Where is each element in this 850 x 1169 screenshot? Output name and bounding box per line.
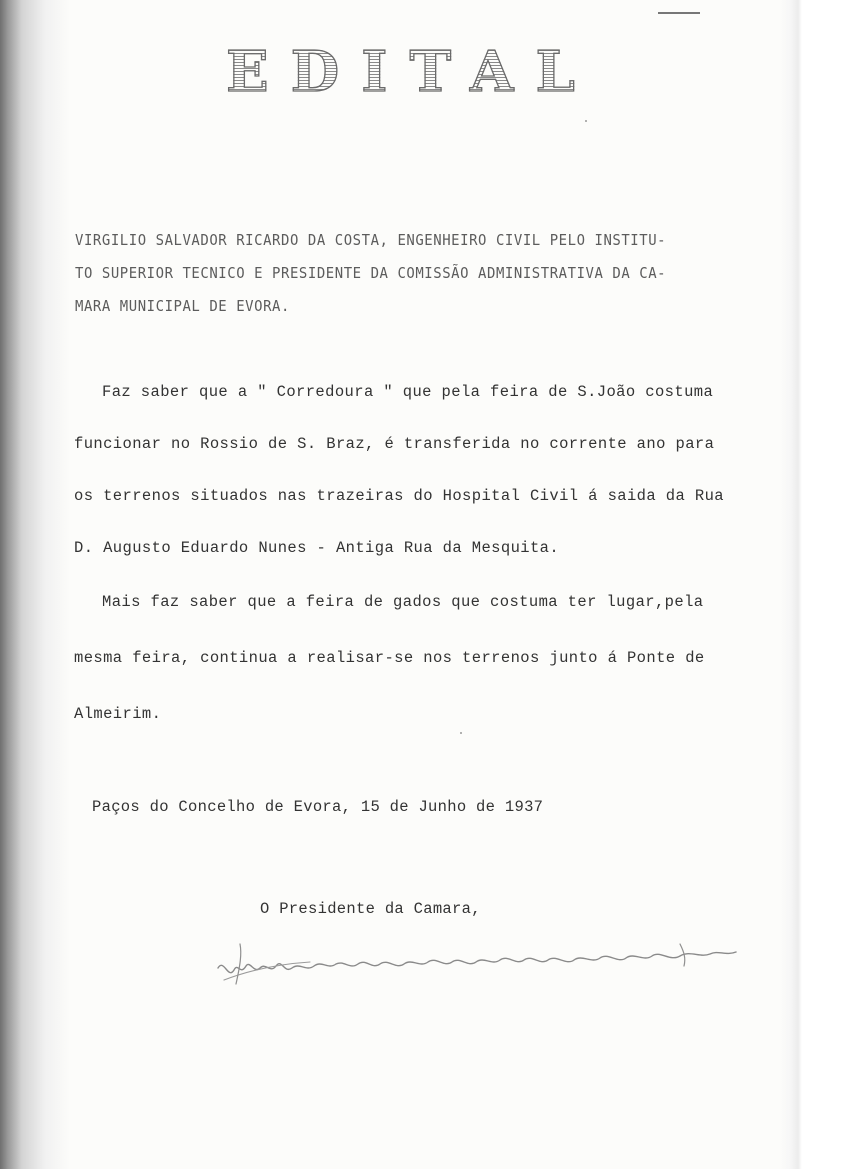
document-heading [75,224,707,323]
paragraph-corredoura [74,366,764,574]
dateline: Paços do Concelho de Evora, 15 de Junho de 1937 [92,798,544,816]
document-title: EDITAL [226,39,597,105]
paragraph-line: funcionar no Rossio de S. Braz, é transferida no corrente ano para [74,435,715,453]
heading-line: TO SUPERIOR TECNICO E PRESIDENTE DA COMISSÃO ADMINISTRATIVA DA CA- [75,264,667,282]
heading-line: MARA MUNICIPAL DE EVORA. [75,297,290,315]
paragraph-line: Almeirim. [74,705,162,723]
paragraph-line: os terrenos situados nas trazeiras do Hospital Civil á saida da Rua [74,487,725,505]
page-edge [780,0,850,1169]
paragraph-line: Mais faz saber que a feira de gados que costuma ter lugar,pela [102,593,704,611]
heading-line: VIRGILIO SALVADOR RICARDO DA COSTA, ENGENHEIRO CIVIL PELO INSTITU- [75,231,667,249]
scan-mark [658,12,700,14]
paragraph-line: Faz saber que a " Corredoura " que pela feira de S.João costuma [102,383,714,401]
paragraph-line: mesma feira, continua a realisar-se nos terrenos junto á Ponte de [74,649,705,667]
scan-speck [585,120,587,122]
scan-shadow [0,0,70,1169]
paragraph-feira-gados [74,574,764,742]
scan-speck [460,732,462,734]
handwritten-signature [210,940,750,990]
signer-title: O Presidente da Camara, [260,900,481,918]
paragraph-line: D. Augusto Eduardo Nunes - Antiga Rua da Mesquita. [74,539,560,557]
